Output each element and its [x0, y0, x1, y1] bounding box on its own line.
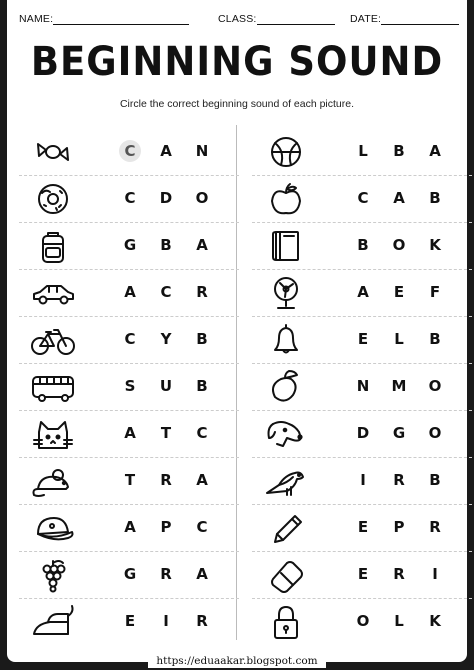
mouse-icon: [27, 462, 79, 500]
letter-choice[interactable]: B: [160, 236, 172, 254]
right-row-5: [252, 317, 472, 364]
letter-choice[interactable]: G: [123, 236, 137, 254]
letter-choice[interactable]: A: [429, 142, 441, 160]
letter-choice[interactable]: A: [124, 283, 136, 301]
date-blank[interactable]: [381, 14, 459, 25]
letter-choice[interactable]: C: [196, 518, 208, 536]
letter-choice[interactable]: F: [429, 283, 441, 301]
letter-choice[interactable]: E: [124, 612, 136, 630]
cap-icon: [27, 509, 79, 547]
name-field: [19, 13, 189, 25]
letter-choice[interactable]: R: [160, 565, 172, 583]
eraser-icon: [260, 556, 312, 594]
letter-choice[interactable]: C: [124, 330, 136, 348]
letter-choice[interactable]: O: [392, 236, 406, 254]
letter-choice[interactable]: N: [195, 142, 209, 160]
bicycle-icon: [27, 321, 79, 359]
page-title: BEGINNING SOUND: [30, 38, 444, 85]
letter-choice[interactable]: U: [159, 377, 173, 395]
letter-choice[interactable]: B: [429, 189, 441, 207]
letter-choice[interactable]: C: [357, 189, 369, 207]
letter-choice[interactable]: A: [357, 283, 369, 301]
ball-icon: [260, 133, 312, 171]
book-icon: [260, 227, 312, 265]
letter-choice[interactable]: B: [393, 142, 405, 160]
header: [19, 13, 455, 29]
donut-icon: [27, 180, 79, 218]
backpack-icon: [27, 227, 79, 265]
letter-choice[interactable]: A: [196, 471, 208, 489]
right-row-3: [252, 223, 472, 270]
left-row-10: [19, 552, 239, 599]
car-icon: [27, 274, 79, 312]
letter-choice[interactable]: R: [196, 283, 208, 301]
right-column: [252, 129, 472, 645]
instruction-text: Circle the correct beginning sound of each picture.: [119, 98, 355, 110]
letter-choice[interactable]: B: [429, 471, 441, 489]
class-field: [218, 13, 335, 25]
letter-choice[interactable]: O: [356, 612, 370, 630]
letter-choice[interactable]: R: [429, 518, 441, 536]
fan-icon: [260, 274, 312, 312]
letter-choice[interactable]: R: [393, 565, 405, 583]
right-row-11: [252, 599, 472, 645]
left-row-11: [19, 599, 239, 645]
left-row-1: [19, 129, 239, 176]
letter-choice[interactable]: M: [391, 377, 407, 395]
letter-choice[interactable]: T: [124, 471, 136, 489]
letter-choice[interactable]: L: [394, 612, 404, 630]
grapes-icon: [27, 556, 79, 594]
dog-icon: [260, 415, 312, 453]
right-row-1: [252, 129, 472, 176]
bird-icon: [260, 462, 312, 500]
letter-choice[interactable]: I: [432, 565, 438, 583]
right-row-7: [252, 411, 472, 458]
letter-choice[interactable]: G: [392, 424, 406, 442]
letter-choice[interactable]: A: [196, 565, 208, 583]
cat-icon: [27, 415, 79, 453]
pencil-icon: [260, 509, 312, 547]
letter-choice[interactable]: R: [393, 471, 405, 489]
letter-choice[interactable]: C: [196, 424, 208, 442]
letter-choice[interactable]: E: [357, 330, 369, 348]
left-row-8: [19, 458, 239, 505]
date-field: [350, 13, 459, 25]
right-row-6: [252, 364, 472, 411]
letter-choice[interactable]: I: [360, 471, 366, 489]
right-row-4: [252, 270, 472, 317]
letter-choice[interactable]: B: [196, 330, 208, 348]
letter-choice[interactable]: E: [393, 283, 405, 301]
letter-choice[interactable]: C: [124, 189, 136, 207]
letter-choice[interactable]: I: [163, 612, 169, 630]
letter-choice[interactable]: N: [356, 377, 370, 395]
letter-choice[interactable]: B: [196, 377, 208, 395]
right-row-8: [252, 458, 472, 505]
class-blank[interactable]: [257, 14, 335, 25]
letter-choice[interactable]: K: [429, 612, 441, 630]
letter-choice[interactable]: Y: [160, 330, 172, 348]
letter-choice[interactable]: A: [160, 142, 172, 160]
letter-choice[interactable]: R: [196, 612, 208, 630]
letter-choice[interactable]: O: [428, 424, 442, 442]
letter-choice[interactable]: K: [429, 236, 441, 254]
letter-choice[interactable]: E: [357, 565, 369, 583]
right-row-9: [252, 505, 472, 552]
letter-choice[interactable]: O: [195, 189, 209, 207]
letter-choice[interactable]: D: [356, 424, 370, 442]
name-blank[interactable]: [53, 14, 189, 25]
worksheet: [7, 0, 467, 667]
apple-icon: [260, 180, 312, 218]
bell-icon: [260, 321, 312, 359]
letter-choice[interactable]: A: [124, 424, 136, 442]
letter-choice[interactable]: C: [160, 283, 172, 301]
left-row-2: [19, 176, 239, 223]
letter-choice[interactable]: B: [429, 330, 441, 348]
left-row-4: [19, 270, 239, 317]
letter-choice[interactable]: A: [196, 236, 208, 254]
mango-icon: [260, 368, 312, 406]
left-row-5: [19, 317, 239, 364]
class-label: CLASS:: [218, 13, 257, 25]
iron-icon: [27, 603, 79, 641]
letter-choice[interactable]: A: [393, 189, 405, 207]
left-row-9: [19, 505, 239, 552]
right-row-2: [252, 176, 472, 223]
letter-choice[interactable]: L: [358, 142, 368, 160]
letter-choice[interactable]: P: [160, 518, 172, 536]
left-row-7: [19, 411, 239, 458]
right-row-10: [252, 552, 472, 599]
candy-icon: [27, 133, 79, 171]
date-label: DATE:: [350, 13, 382, 25]
letter-choice[interactable]: C: [119, 140, 141, 162]
letter-choice[interactable]: S: [124, 377, 136, 395]
letter-choice[interactable]: E: [357, 518, 369, 536]
left-row-6: [19, 364, 239, 411]
letter-choice[interactable]: T: [160, 424, 172, 442]
letter-choice[interactable]: A: [124, 518, 136, 536]
letter-choice[interactable]: D: [159, 189, 173, 207]
left-column: [19, 129, 239, 645]
lock-icon: [260, 603, 312, 641]
bus-icon: [27, 368, 79, 406]
letter-choice[interactable]: L: [394, 330, 404, 348]
letter-choice[interactable]: O: [428, 377, 442, 395]
left-row-3: [19, 223, 239, 270]
letter-choice[interactable]: B: [357, 236, 369, 254]
letter-choice[interactable]: R: [160, 471, 172, 489]
footer-url: https://eduaakar.blogspot.com: [7, 655, 467, 667]
letter-choice[interactable]: G: [123, 565, 137, 583]
letter-choice[interactable]: P: [393, 518, 405, 536]
name-label: NAME:: [19, 13, 54, 25]
